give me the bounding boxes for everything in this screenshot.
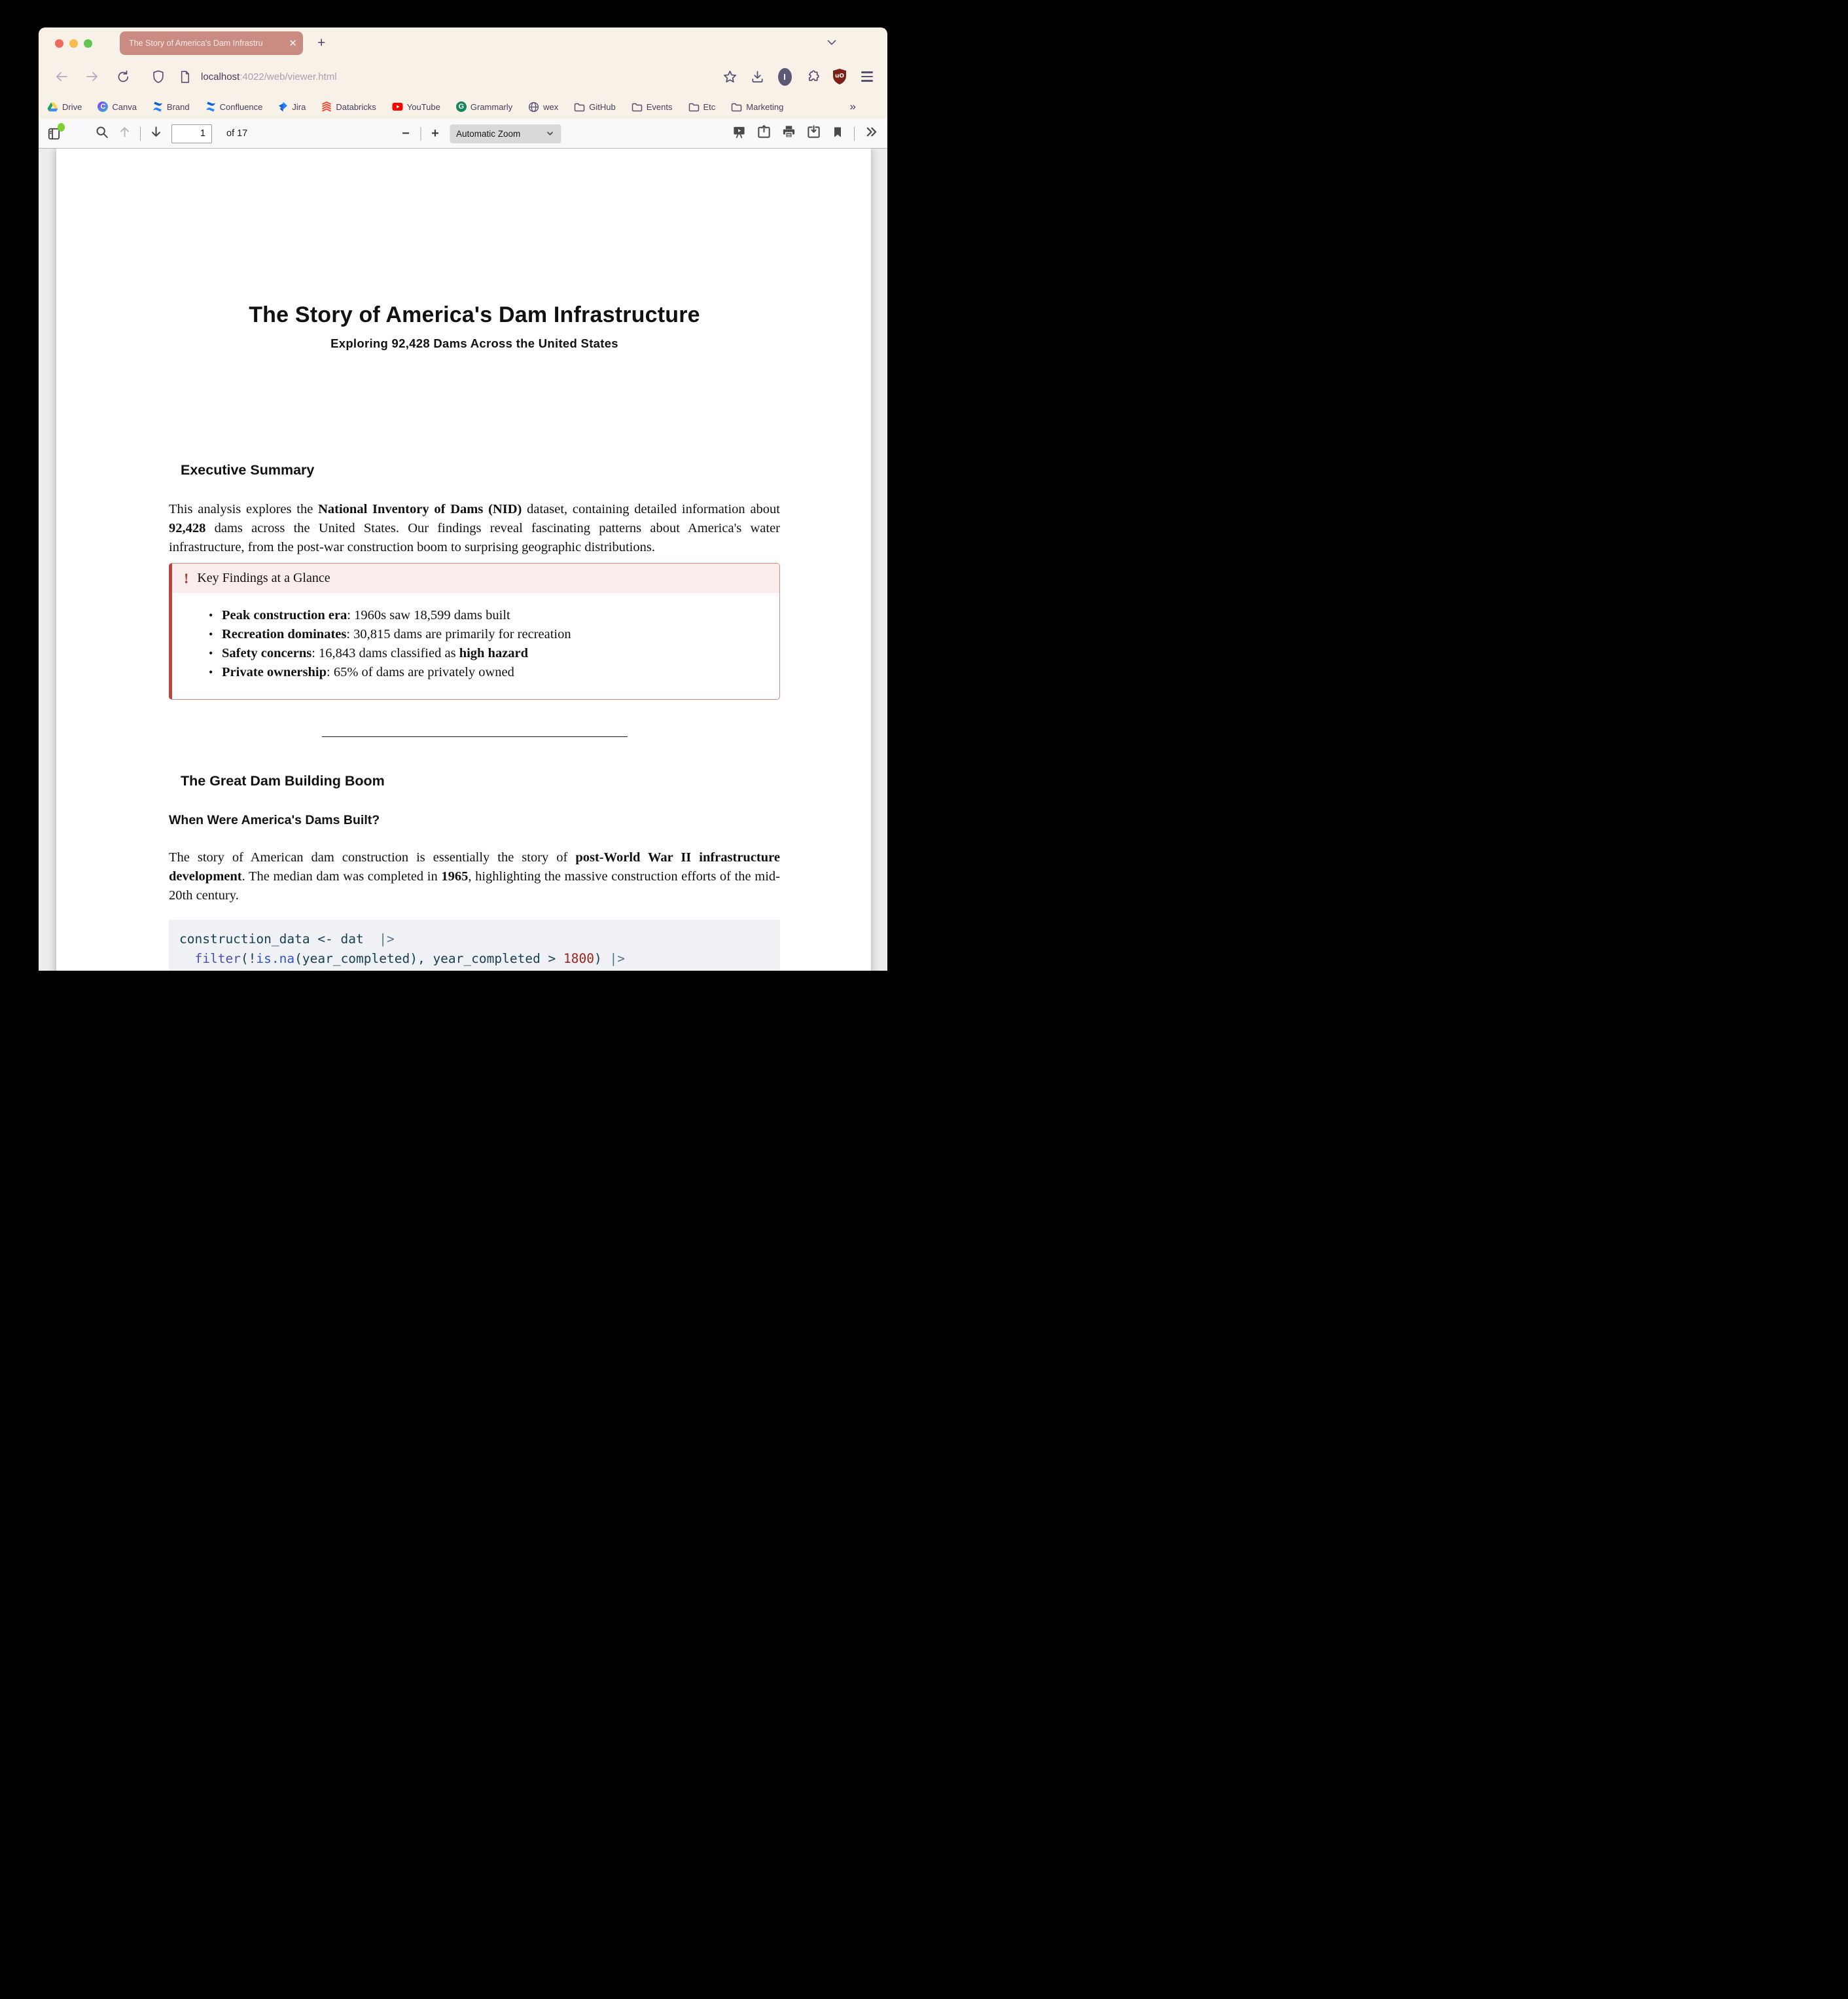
folder-icon bbox=[574, 102, 585, 112]
toggle-sidebar-button[interactable] bbox=[44, 124, 63, 143]
arrow-up-icon bbox=[118, 125, 132, 139]
menu-button[interactable] bbox=[856, 65, 878, 88]
url-bar[interactable] bbox=[201, 71, 337, 82]
folder-icon bbox=[688, 102, 700, 112]
zoom-out-button[interactable]: − bbox=[402, 126, 410, 141]
google-drive-icon bbox=[47, 102, 58, 112]
next-page-button[interactable] bbox=[149, 125, 163, 142]
bookmark-jira[interactable]: Jira bbox=[278, 101, 306, 112]
find-button[interactable] bbox=[95, 125, 109, 143]
page-number-input[interactable] bbox=[171, 124, 212, 143]
svg-text:uO: uO bbox=[834, 73, 845, 80]
window-controls bbox=[55, 39, 92, 48]
double-chevron-right-icon bbox=[864, 125, 878, 139]
forward-button[interactable] bbox=[81, 65, 103, 88]
jira-icon bbox=[278, 101, 288, 112]
account-extension-button[interactable] bbox=[773, 65, 796, 88]
arrow-down-icon bbox=[149, 125, 163, 139]
bookmarks-bar bbox=[39, 94, 887, 119]
navigation-bar bbox=[39, 59, 887, 94]
sidebar-notification-dot bbox=[58, 123, 65, 132]
callout-bullet: • Safety concerns: 16,843 dams classified as high hazard bbox=[209, 646, 529, 660]
tab-bar bbox=[39, 27, 887, 59]
forward-arrow-icon bbox=[84, 69, 100, 84]
callout-bullet: • Private ownership: 65% of dams are privately owned bbox=[209, 665, 514, 679]
bookmarks-overflow-chevron-icon[interactable]: » bbox=[849, 100, 855, 113]
maximize-window-button[interactable] bbox=[84, 39, 92, 48]
callout-bullet: • Peak construction era: 1960s saw 18,599 dams built bbox=[209, 608, 510, 622]
puzzle-icon bbox=[805, 69, 820, 84]
close-window-button[interactable] bbox=[55, 39, 63, 48]
boom-paragraph: The story of American dam construction is essentially the story of post-World War II infrastructure development. The median dam was completed in 1965, highlighting the massive construction efforts of the mid-20th century. bbox=[169, 850, 780, 903]
confluence-icon bbox=[205, 101, 216, 112]
databricks-icon bbox=[321, 101, 332, 112]
pdf-page bbox=[56, 149, 871, 971]
tab-close-icon[interactable]: ✕ bbox=[289, 37, 297, 49]
new-tab-button[interactable]: + bbox=[317, 35, 326, 50]
print-button[interactable] bbox=[781, 124, 796, 143]
code-line: filter(!is.na(year_completed), year_completed > 1800) |> bbox=[194, 951, 625, 966]
callout-bullet: • Recreation dominates: 30,815 dams are primarily for recreation bbox=[209, 627, 571, 641]
bookmark-folder-events[interactable]: Events bbox=[631, 102, 673, 112]
previous-page-button[interactable] bbox=[118, 125, 132, 142]
tab-title: The Story of America's Dam Infrastru bbox=[129, 39, 263, 48]
bookmark-youtube[interactable]: YouTube bbox=[392, 102, 440, 112]
page-icon bbox=[178, 70, 192, 84]
active-tab[interactable] bbox=[120, 31, 303, 55]
presentation-icon bbox=[732, 124, 747, 139]
url-path: :4022/web/viewer.html bbox=[240, 71, 337, 82]
search-icon bbox=[95, 125, 109, 139]
folder-icon bbox=[631, 102, 643, 112]
chevron-down-icon bbox=[825, 35, 839, 49]
ublock-shield-icon bbox=[832, 68, 847, 85]
grammarly-icon: G bbox=[456, 101, 467, 112]
bookmark-canva[interactable]: C Canva bbox=[98, 101, 137, 112]
section-divider bbox=[322, 736, 628, 737]
back-arrow-icon bbox=[54, 69, 69, 84]
list-tabs-button[interactable] bbox=[825, 35, 839, 52]
print-icon bbox=[781, 124, 796, 139]
pdf-viewer-area[interactable] bbox=[39, 149, 887, 971]
zoom-in-button[interactable]: + bbox=[431, 126, 439, 141]
save-button[interactable] bbox=[806, 124, 821, 143]
url-host: localhost bbox=[201, 71, 240, 82]
extensions-button[interactable] bbox=[801, 65, 823, 88]
zoom-select-label: Automatic Zoom bbox=[456, 128, 521, 139]
bookmark-brand[interactable]: Brand bbox=[152, 101, 190, 112]
bookmark-folder-github[interactable]: GitHub bbox=[574, 102, 615, 112]
site-information-button[interactable] bbox=[173, 65, 196, 88]
youtube-icon bbox=[392, 102, 403, 111]
star-icon bbox=[722, 69, 737, 84]
bookmark-confluence[interactable]: Confluence bbox=[205, 101, 263, 112]
built-subheading: When Were America's Dams Built? bbox=[169, 813, 380, 827]
confluence-icon bbox=[152, 101, 163, 112]
executive-summary-paragraph: This analysis explores the National Inventory of Dams (NID) dataset, containing detailed information about 92,428 dams across the United States. Our findings reveal fascinating patterns about America's water infrastructure, from the post-war construction boom to surprising geographic distributions. bbox=[169, 502, 781, 554]
minimize-window-button[interactable] bbox=[69, 39, 78, 48]
callout-title: Key Findings at a Glance bbox=[197, 571, 330, 585]
back-button[interactable] bbox=[50, 65, 73, 88]
globe-icon bbox=[528, 101, 539, 113]
boom-section-heading: The Great Dam Building Boom bbox=[181, 773, 385, 789]
canva-icon: C bbox=[98, 101, 108, 112]
key-findings-callout bbox=[169, 563, 780, 700]
zoom-select[interactable] bbox=[450, 124, 561, 143]
open-file-button[interactable] bbox=[756, 124, 772, 143]
document-subtitle: Exploring 92,428 Dams Across the United States bbox=[330, 336, 618, 350]
code-line: construction_data <- dat |> bbox=[179, 931, 395, 946]
bookmark-page-button[interactable] bbox=[719, 65, 741, 88]
browser-window bbox=[39, 27, 887, 971]
chevron-down-icon bbox=[545, 129, 554, 138]
reload-icon bbox=[116, 69, 131, 84]
document-title: The Story of America's Dam Infrastructure bbox=[249, 302, 700, 327]
reload-button[interactable] bbox=[112, 65, 134, 88]
bookmark-drive[interactable]: Drive bbox=[47, 102, 82, 112]
downloads-button[interactable] bbox=[746, 65, 768, 88]
more-tools-button[interactable] bbox=[864, 125, 878, 142]
bookmark-icon bbox=[831, 125, 844, 139]
shield-icon bbox=[151, 69, 166, 84]
page-count-label: of 17 bbox=[226, 128, 248, 139]
open-file-icon bbox=[756, 124, 772, 139]
presentation-mode-button[interactable] bbox=[732, 124, 747, 143]
ublock-origin-button[interactable] bbox=[828, 65, 851, 88]
bookmark-grammarly[interactable]: G Grammarly bbox=[456, 101, 512, 112]
download-icon bbox=[750, 69, 765, 84]
bookmark-folder-marketing[interactable]: Marketing bbox=[731, 102, 783, 112]
account-badge-icon: I bbox=[778, 68, 792, 86]
pdf-toolbar bbox=[39, 119, 887, 149]
bookmark-databricks[interactable]: Databricks bbox=[321, 101, 376, 112]
tracking-protection-button[interactable] bbox=[147, 65, 169, 88]
bookmark-wex[interactable]: wex bbox=[528, 101, 558, 113]
executive-summary-heading: Executive Summary bbox=[181, 462, 315, 478]
save-download-icon bbox=[806, 124, 821, 139]
hamburger-icon bbox=[861, 71, 873, 81]
bookmark-folder-etc[interactable]: Etc bbox=[688, 102, 716, 112]
folder-icon bbox=[731, 102, 742, 112]
current-view-button[interactable] bbox=[831, 125, 844, 143]
r-code-block bbox=[169, 920, 780, 971]
exclamation-icon: ! bbox=[184, 569, 189, 586]
